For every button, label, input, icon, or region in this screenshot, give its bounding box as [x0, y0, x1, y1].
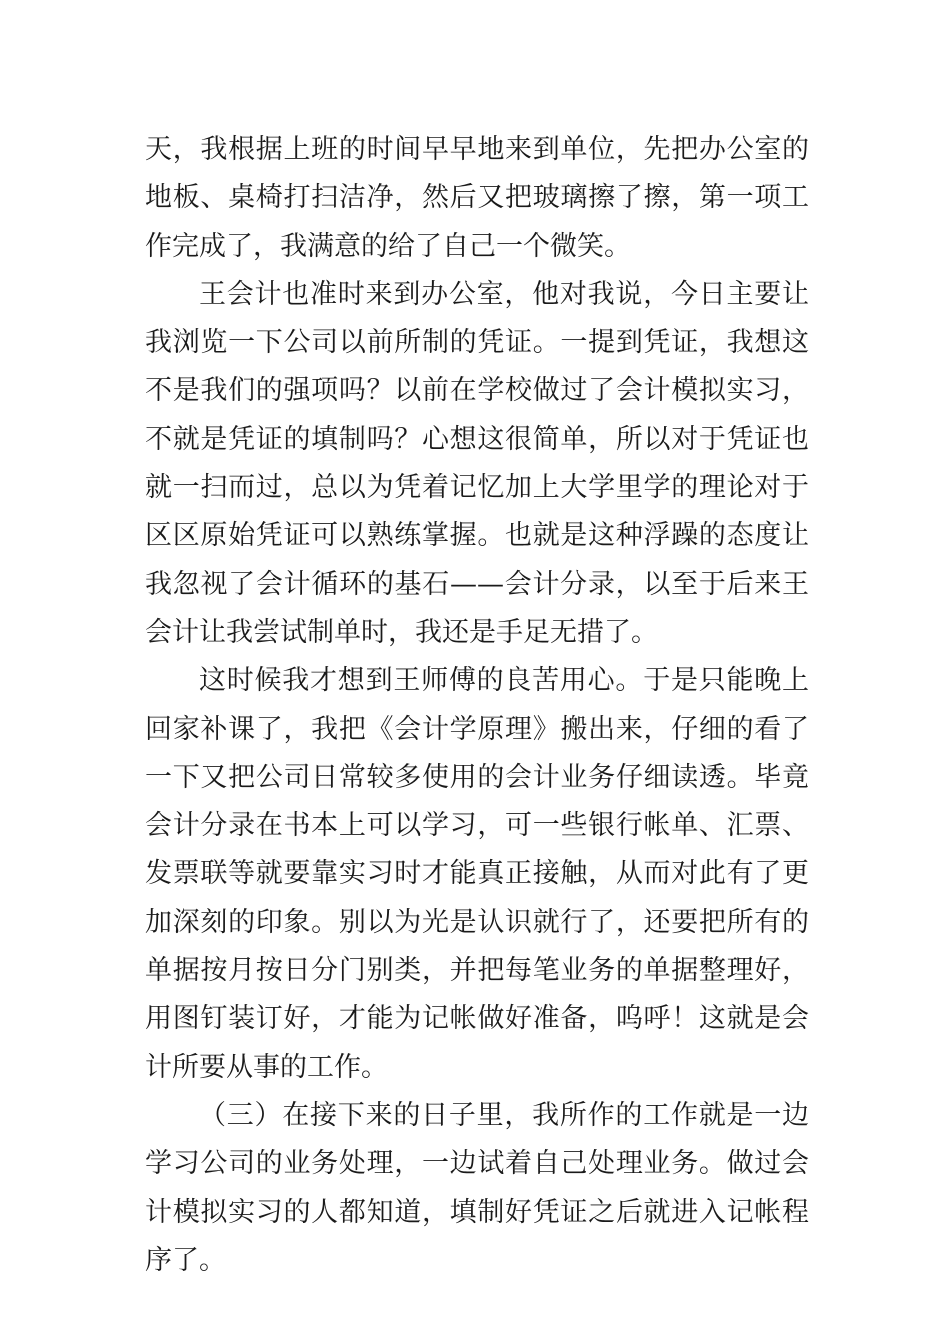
document-body — [145, 126, 809, 1285]
paragraph-4: （三）在接下来的日子里，我所作的工作就是一边学习公司的业务处理，一边试着自己处理业务。做过会计模拟实习的人都知道，填制好凭证之后就进入记帐程序了。 — [145, 1099, 809, 1276]
paragraph-1: 天，我根据上班的时间早早地来到单位，先把办公室的地板、桌椅打扫洁净，然后又把玻璃擦了擦，第一项工作完成了，我满意的给了自己一个微笑。 — [145, 134, 809, 262]
paragraph-3: 这时候我才想到王师傅的良苦用心。于是只能晚上回家补课了，我把《会计学原理》搬出来，仔细的看了一下又把公司日常较多使用的会计业务仔细读透。毕竟会计分录在书本上可以学习，可一些银行帐单、汇票、发票联等就要靠实习时才能真正接触，从而对此有了更加深刻的印象。别以为光是认识就行了，还要把所有的单据按月按日分门别类，并把每笔业务的单据整理好，用图钉装订好，才能为记帐做好准备，呜呼！这就是会计所要从事的工作。 — [145, 665, 809, 1083]
paragraph-2: 王会计也准时来到办公室，他对我说，今日主要让我浏览一下公司以前所制的凭证。一提到凭证，我想这不是我们的强项吗？以前在学校做过了会计模拟实习，不就是凭证的填制吗？心想这很简单，所以对于凭证也就一扫而过，总以为凭着记忆加上大学里学的理论对于区区原始凭证可以熟练掌握。也就是这种浮躁的态度让我忽视了会计循环的基石——会计分录，以至于后来王会计让我尝试制单时，我还是手足无措了。 — [145, 278, 809, 648]
